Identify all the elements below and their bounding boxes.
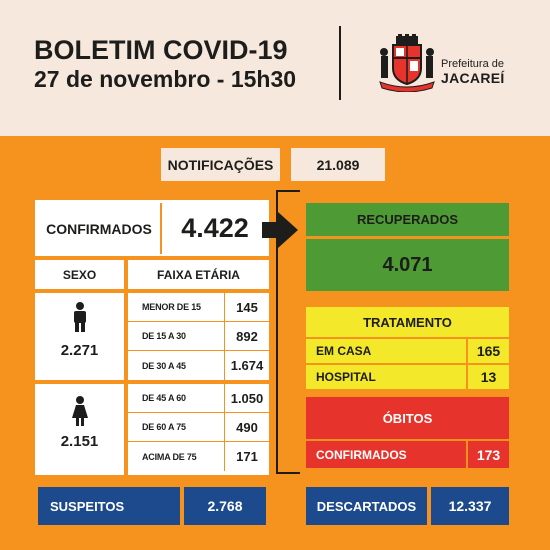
age-range-label: MENOR DE 15 [128,293,224,322]
sexo-header: SEXO [62,267,97,282]
bracket-line [276,472,300,474]
tratamento-label: TRATAMENTO [306,307,509,337]
divider [35,380,124,384]
age-range-label: ACIMA DE 75 [142,451,197,462]
prefeitura-label: Prefeitura de [441,58,504,70]
header [0,0,550,136]
female-icon [69,396,91,426]
suspeitos-value: 2.768 [184,487,266,525]
female-total: 2.151 [60,432,99,450]
age-range-label: DE 15 A 30 [128,322,224,351]
obitos-confirmados-value: 173 [468,441,509,468]
hospital-value: 13 [468,365,509,389]
male-icon [69,302,91,332]
bulletin-date: 27 de novembro - 15h30 [34,66,297,92]
divider [128,380,269,384]
em-casa-label: EM CASA [306,339,466,363]
faixa-etaria-header: FAIXA ETÁRIA [157,267,240,282]
em-casa-value: 165 [468,339,509,363]
hospital-label: HOSPITAL [306,365,466,389]
city-crest-icon [376,34,438,92]
recuperados-value: 4.071 [306,238,509,291]
age-range-label: DE 45 A 60 [128,384,224,413]
confirmados-value: 4.422 [164,203,266,254]
age-range-label: DE 60 A 75 [128,413,224,442]
obitos-label: ÓBITOS [306,397,509,439]
age-range-value: 1.674 [224,351,269,380]
arrow-right-icon [262,212,298,248]
age-range-value: 490 [224,413,269,442]
obitos-confirmados-label: CONFIRMADOS [306,441,466,468]
descartados-label: DESCARTADOS [306,487,427,525]
male-total: 2.271 [60,341,99,359]
recuperados-label: RECUPERADOS [306,203,509,236]
notificacoes-value: 21.089 [291,148,385,181]
city-name: JACAREÍ [441,70,505,86]
notificacoes-label: NOTIFICAÇÕES [161,148,280,181]
bulletin-title: BOLETIM COVID-19 [34,35,288,65]
age-range-value: 892 [224,322,269,351]
bracket-line [276,190,300,192]
confirmados-label: CONFIRMADOS [38,203,162,254]
age-range-value: 145 [224,293,269,322]
header-divider [339,26,341,100]
suspeitos-label: SUSPEITOS [38,487,180,525]
age-range-value: 171 [224,442,269,471]
age-range-value: 1.050 [224,384,269,413]
age-range-label: DE 30 A 45 [142,360,186,371]
descartados-value: 12.337 [431,487,509,525]
